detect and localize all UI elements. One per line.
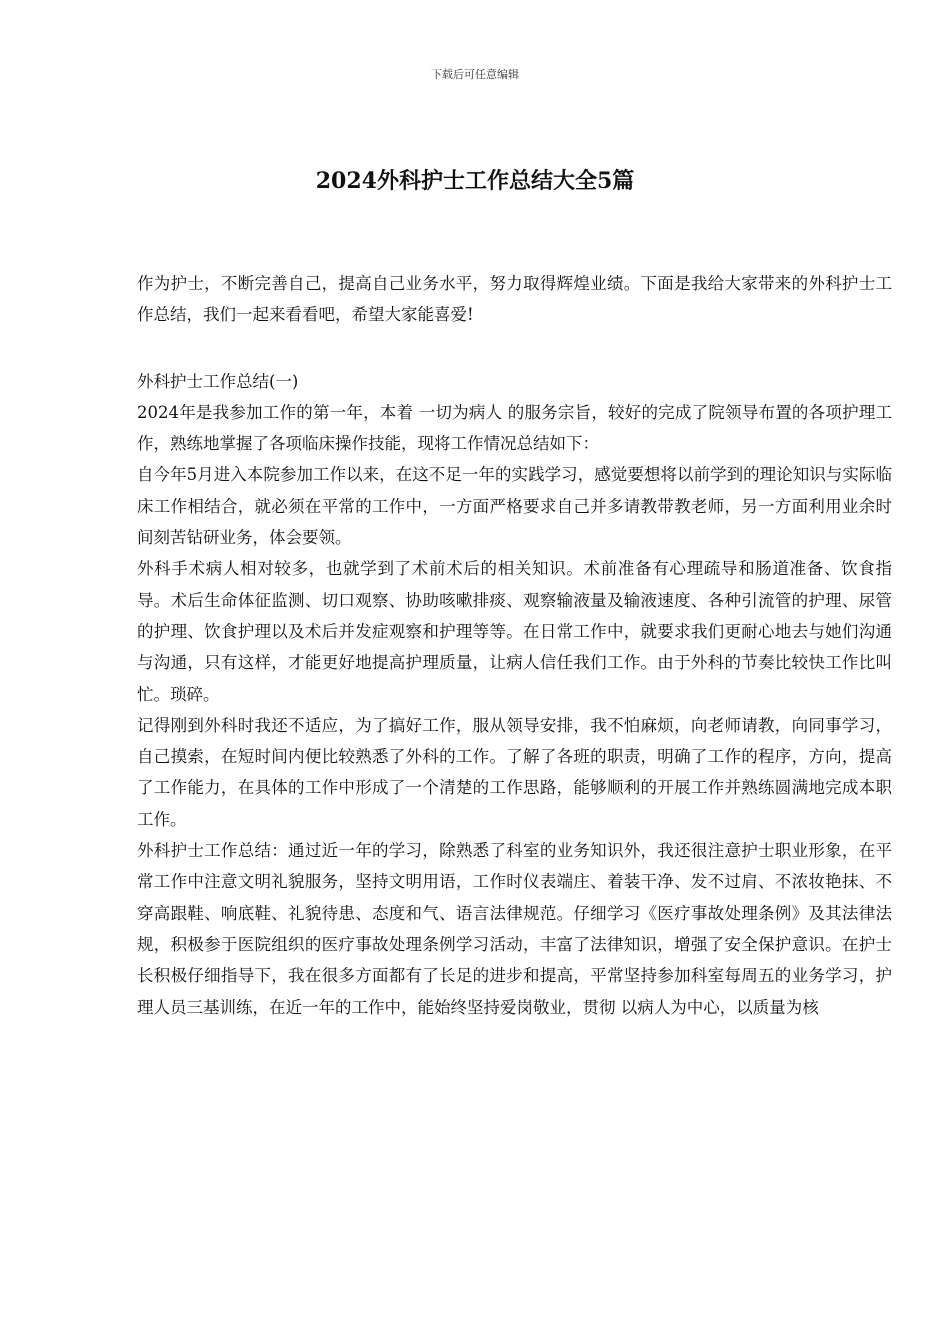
section-heading: 外科护士工作总结(一) — [137, 371, 299, 391]
intro-paragraph: 作为护士，不断完善自己，提高自己业务水平，努力取得辉煌业绩。下面是我给大家带来的外科护士工作总结，我们一起来看看吧，希望大家能喜爱! — [137, 274, 892, 325]
document-title: 2024外科护士工作总结大全5篇 — [315, 168, 635, 194]
body-paragraph-4: 记得刚到外科时我还不适应，为了搞好工作，服从领导安排，我不怕麻烦，向老师请教，向同事学习，自己摸索，在短时间内便比较熟悉了外科的工作。了解了各班的职责，明确了工作的程序，方向，提高了工作能力，在具体的工作中形成了一个清楚的工作思路，能够顺利的开展工作并熟练圆满地完成本职工作。 — [137, 715, 892, 829]
document-body — [137, 268, 892, 1023]
body-paragraph-2: 自今年5月进入本院参加工作以来，在这不足一年的实践学习，感觉要想将以前学到的理论知识与实际临床工作相结合，就必须在平常的工作中，一方面严格要求自己并多请教带教老师，另一方面利用业余时间刻苦钻研业务，体会要领。 — [137, 465, 892, 548]
body-paragraph-3: 外科手术病人相对较多，也就学到了术前术后的相关知识。术前准备有心理疏导和肠道准备、饮食指导。术后生命体征监测、切口观察、协助咳嗽排痰、观察输液量及输液速度、各种引流管的护理、尿管的护理、饮食护理以及术后并发症观察和护理等等。在日常工作中，就要求我们更耐心地去与她们沟通与沟通，只有这样，才能更好地提高护理质量，让病人信任我们工作。由于外科的节奏比较快工作比叫忙。琐碎。 — [137, 559, 892, 704]
header-note: 下载后可任意编辑 — [431, 68, 519, 81]
body-paragraph-1: 2024年是我参加工作的第一年，本着 一切为病人 的服务宗旨，较好的完成了院领导布置的各项护理工作，熟练地掌握了各项临床操作技能，现将工作情况总结如下： — [137, 402, 892, 454]
body-paragraph-5: 外科护士工作总结：通过近一年的学习，除熟悉了科室的业务知识外，我还很注意护士职业形象，在平常工作中注意文明礼貌服务，坚持文明用语，工作时仪表端庄、着装干净、发不过肩、不浓妆艳抹、不穿高跟鞋、响底鞋、礼貌待患、态度和气、语言法律规范。仔细学习《医疗事故处理条例》及其法律法规，积极参于医院组织的医疗事故处理条例学习活动，丰富了法律知识，增强了安全保护意识。在护士长积极仔细指导下，我在很多方面都有了长足的进步和提高，平常坚持参加科室每周五的业务学习，护理人员三基训练，在近一年的工作中，能始终坚持爱岗敬业，贯彻 以病人为中心，以质量为核 — [137, 841, 892, 1017]
